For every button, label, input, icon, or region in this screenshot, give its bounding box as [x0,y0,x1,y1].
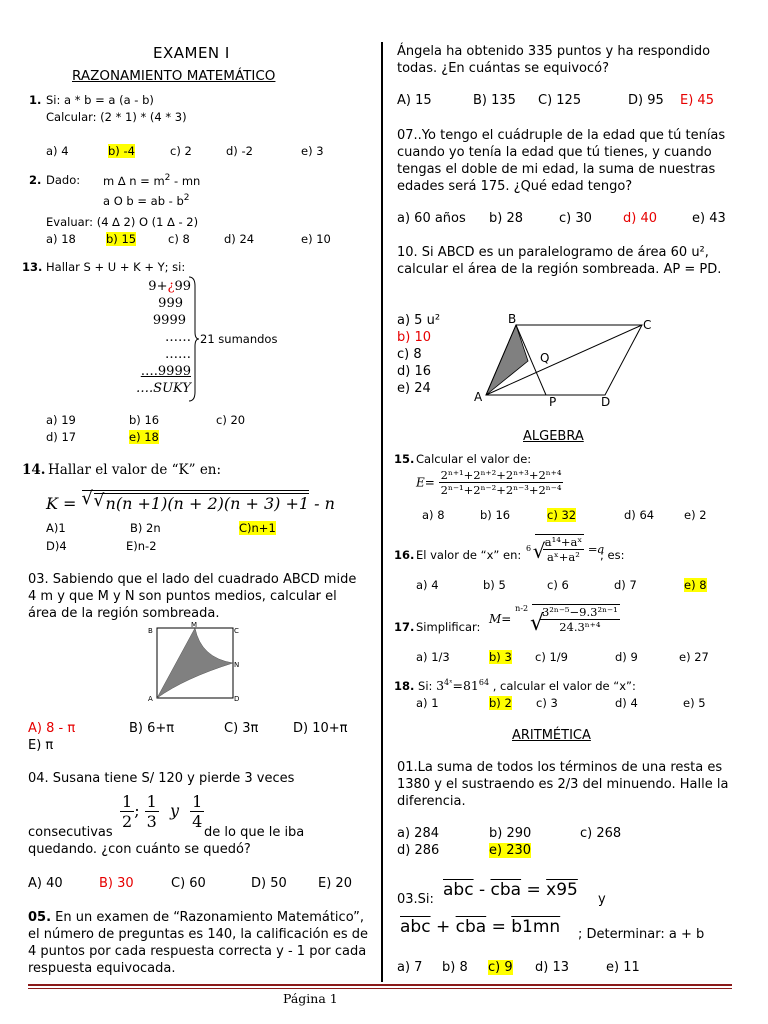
q1-option-b: b) -4 [108,144,135,158]
q2-number: 2. [29,173,42,187]
q03-option-d: D) 10+π [293,721,348,736]
q17-m: M= [489,612,512,626]
q03-label-a: A [148,695,153,703]
q18-tail: , calcular el valor de “x”: [489,679,636,694]
q2-def2-exp: 2 [183,193,190,203]
arit-q03-option-e: e) 11 [606,960,640,975]
q15-option-e: e) 2 [684,508,707,522]
q2-option-d: d) 24 [224,232,255,246]
q15-option-c: c) 32 [547,508,577,522]
q10-option-c: c) 8 [397,347,422,362]
q03-label-c: C [234,627,239,635]
arit-q01-option-c: c) 268 [580,826,622,841]
q03-shaded-region [157,628,233,698]
q1-number: 1. [29,93,42,107]
q10-option-b: b) 10 [397,330,431,345]
q16-equals: =a [587,542,605,556]
q16-option-c: c) 6 [547,578,569,592]
q13-row-1: 9+¿99 [148,279,191,294]
q16-fraction [543,535,584,564]
q17-formula [489,604,620,634]
q18-lhs: 3 [436,678,445,694]
q2-def1-exp: 2 [164,173,171,183]
q05-option-e: E) 45 [680,93,714,108]
q15-formula [416,468,563,497]
arit-q03-tail: ; Determinar: a + b [578,927,705,942]
q03-option-c: C) 3π [224,721,259,736]
q2-def1 [103,173,200,188]
q14-option-e: E)n-2 [126,539,157,553]
q03-label-d: D [234,695,240,703]
page-title: EXAMEN I [153,44,230,62]
q17-stem: Simplificar: [416,620,481,634]
q07-option-b: b) 28 [489,211,523,226]
arit-q03-eq2-cba: $\overline{cba}$ [455,917,487,937]
q04-option-a: A) 40 [28,876,63,891]
q04-line2: quedando. ¿con cuánto se quedó? [28,842,251,857]
q14-options [46,521,366,557]
q15-fraction [439,468,564,497]
q03-options [28,721,368,757]
q1-option-e: e) 3 [301,144,324,158]
arit-q03-eq1-equals: = [521,880,547,900]
algebra-heading: ALGEBRA [523,429,584,444]
q17-radical-sign: √ [529,611,544,636]
q15-option-b: b) 16 [480,508,511,522]
q03-text: 03. Sabiendo que el lado del cuadrado ABCD mide 4 m y que M y N son puntos medios, calcular el área de la región sombreada. [28,572,357,621]
q16-radical-sign: √ [532,539,546,563]
q2-dado: Dado: [46,173,81,187]
q04-line1: 04. Susana tiene S/ 120 y pierde 3 veces [28,771,295,786]
q10-option-d: d) 16 [397,364,431,379]
q07-option-d: d) 40 [623,211,657,226]
q14-stem: Hallar el valor de “K” en: [48,462,222,478]
q03-square-figure [145,622,241,704]
q04-option-d: D) 50 [251,876,287,891]
q10-label-c: C [643,318,652,332]
q04-pre: consecutivas [28,825,113,840]
q17-root-index: n-2 [515,604,529,613]
q13-number: 13. [22,260,43,274]
q04-post: de lo que le iba [204,825,305,840]
q16-numerator: a¹⁴+aˣ [544,535,583,549]
arit-q03-eq2-b1mn: b1mn [511,917,561,937]
q18-line [394,678,636,693]
q04-option-e: E) 20 [318,876,352,891]
q13-option-d: d) 17 [46,430,77,444]
q10-label-b: B [508,313,517,326]
q18-rhs: =81 [452,678,479,694]
q17-option-d: d) 9 [615,650,638,664]
q13-brace [188,276,200,402]
q18-option-d: d) 4 [615,696,638,710]
q13-option-b: b) 16 [129,413,160,427]
q18-number: 18. [394,679,415,694]
q2-def1-base: m ∆ n = m [103,173,165,188]
q03-option-b: B) 6+π [129,721,175,736]
q16-stem: El valor de “x” en: [416,548,522,562]
q07-option-c: c) 30 [559,211,592,226]
q15-option-d: d) 64 [624,508,655,522]
arit-q01-option-d: d) 286 [397,843,440,858]
q10-option-e: e) 24 [397,381,431,396]
q14-option-a: A)1 [46,521,66,535]
q03-option-e: E) π [28,738,54,753]
q14-sqrt-outer-sign: √ [81,488,94,509]
q17-fraction [540,605,620,634]
arit-q03-option-b: b) 8 [442,960,468,975]
q13-row-3: 9999 [152,313,186,328]
q13-row-7: ….SUKY [136,381,191,396]
q15-option-a: a) 8 [422,508,445,522]
arit-q03-option-d: d) 13 [535,960,569,975]
q1-option-d: d) -2 [226,144,253,158]
q15-numerator: 2ⁿ⁺¹+2ⁿ⁺²+2ⁿ⁺³+2ⁿ⁺⁴ [440,468,562,482]
q18-option-a: a) 1 [416,696,439,710]
q16-number: 16. [394,548,415,562]
q10-parallelogram-figure [470,313,660,409]
arit-q01-option-b: b) 290 [489,826,532,841]
q03-option-a: A) 8 - π [28,721,76,736]
q03-label-m: M [191,622,198,629]
q14-option-c: C)n+1 [239,521,276,535]
q04-frac-third: $\frac{1}{3}$ [146,792,157,831]
q18-si: Si: [418,679,433,694]
q14-formula-inner: n(n +1)(n + 2)(n + 3) +1 [105,494,310,513]
q16-root-index: 6 [526,544,532,553]
q04-frac-half: $\frac{1}{2}$ [122,792,133,831]
arit-q03-eq1-minus: - [473,880,491,900]
q05-continued: Ángela ha obtenido 335 puntos y ha respondido todas. ¿En cuántas se equivocó? [397,44,711,76]
q13-row-5: …… [165,347,191,362]
arit-q03-option-c: c) 9 [488,960,513,975]
aritmetica-heading: ARITMÉTICA [512,728,591,743]
q1-line2: Calcular: (2 * 1) * (4 * 3) [46,110,187,124]
arit-q01-option-a: a) 284 [397,826,439,841]
q14-formula-k: K = [46,494,77,513]
q10-option-a: a) 5 u² [397,313,441,328]
q18-rhs-exp: 64 [478,678,490,687]
q18-option-e: e) 5 [683,696,706,710]
arit-q03-eq2-equals: = [486,917,512,937]
q14-number: 14. [22,462,46,478]
arit-q03-eq2 [400,917,560,937]
q16-option-b: b) 5 [483,578,506,592]
q14-sqrt-outer [82,490,310,513]
q2-def2 [103,193,190,208]
q14-sqrt-inner-sign: √ [93,491,105,511]
q13-stem: Hallar S + U + K + Y; si: [46,260,186,274]
q17-option-e: e) 27 [679,650,709,664]
q16-formula [526,534,604,564]
q10-text: 10. Si ABCD es un paralelogramo de área 60 u², calcular el área de la región sombreada. AP = PD. [397,245,722,277]
q16-option-e: e) 8 [684,578,707,592]
q2-def1-tail: - mn [170,173,201,188]
arit-q03-y: y [598,892,606,907]
q17-option-c: c) 1/9 [535,650,568,664]
arit-q03-eq2-abc: $\overline{abc}$ [400,917,431,937]
q05-text [28,909,370,977]
q18-equation [436,678,489,693]
q04-frac-quarter: $\frac{1}{4}$ [192,792,203,831]
q2-option-c: c) 8 [168,232,190,246]
q14-formula-tail: - n [314,494,335,513]
arit-q03-eq1-cba: $\overline{cba}$ [490,880,522,900]
q17-radical [529,604,620,636]
q10-label-q: Q [540,351,550,365]
arit-q03-eq1 [443,880,578,900]
q05-option-b: B) 135 [473,93,516,108]
arit-q01-text: 01.La suma de todos los términos de una resta es 1380 y el sustraendo es 2/3 del minuendo. Halle la diferencia. [397,760,729,809]
q17-option-a: a) 1/3 [416,650,450,664]
q1-option-c: c) 2 [170,144,192,158]
page-subtitle: RAZONAMIENTO MATEMÁTICO [72,68,276,84]
arit-q03-option-a: a) 7 [397,960,423,975]
q14-option-b: B) 2n [130,521,161,535]
q18-option-b: b) 2 [489,696,512,710]
q03-label-b: B [148,627,153,635]
q05-option-d: D) 95 [628,93,664,108]
column-divider [381,42,383,982]
q1-option-a: a) 4 [46,144,69,158]
q16-tail: ; es: [600,548,625,562]
q04-option-b: B) 30 [99,876,134,891]
q10-label-a: A [474,390,483,404]
q13-sum-rows [133,278,191,397]
q10-shaded-triangle [486,325,528,395]
q03-label-n: N [234,661,240,669]
arit-q01-options [397,826,737,862]
arit-q01-option-e: e) 230 [489,843,532,858]
q17-denominator: 24.3ⁿ⁺⁴ [559,620,601,634]
q05-body: En un examen de “Razonamiento Matemático”, el número de preguntas es 140, la calificación es de 4 puntos por cada respuesta correcta y - 1 por cada respuesta equivocada. [28,910,368,976]
q13-option-c: c) 20 [216,413,246,427]
q13-row-4: …… [165,330,191,345]
q18-lhs-exp: 4ˣ [444,678,453,687]
q15-stem: Calcular el valor de: [416,452,532,466]
q2-evaluar: Evaluar: (4 ∆ 2) O (1 ∆ - 2) [46,215,199,229]
q18-option-c: c) 3 [536,696,558,710]
q16-option-a: a) 4 [416,578,439,592]
arit-q03-eq2-plus: + [430,917,456,937]
arit-q03-eq1-abc: $\overline{abc}$ [443,880,474,900]
q16-denominator: aˣ+a² [547,550,580,564]
q14-option-d: D)4 [46,539,67,553]
footer-line-thin [28,988,732,989]
q10-label-d: D [601,395,611,409]
q04-option-c: C) 60 [171,876,206,891]
q04-y: y [169,801,179,820]
q1-line1: Si: a * b = a (a - b) [46,93,154,107]
footer-line-thick [28,984,732,986]
q17-number: 17. [394,620,415,634]
q14-formula [46,490,335,518]
q15-e: E= [416,475,435,490]
arit-q03-eq1-x95: x95 [546,880,578,900]
q13-brace-label: 21 sumandos [200,332,278,346]
q2-def2-base: a O b = ab - b [103,193,184,208]
q07-text: 07..Yo tengo el cuádruple de la edad que tú tenías cuando yo tenía la edad que tú tienes, y cuando tengas el doble de mi edad, la suma de nuestras edades será 175. ¿Qué edad tengo? [397,128,726,194]
q2-option-a: a) 18 [46,232,76,246]
q13-row-2: 999 [158,296,183,311]
q17-option-b: b) 3 [489,650,512,664]
q04-fractions: $\frac{1}{2}$ ; $\frac{1}{3}$ y $\frac{1}{4}$ [122,792,203,831]
q15-number: 15. [394,452,415,466]
q13-options [46,413,366,449]
q10-options [397,312,440,397]
q07-option-e: e) 43 [692,211,726,226]
q05-option-a: A) 15 [397,93,432,108]
q13-option-a: a) 19 [46,413,76,427]
q05-number: 05. [28,910,52,925]
q14-sqrt-inner [94,493,310,513]
q17-numerator: 3²ⁿ⁻⁵−9.3²ⁿ⁻¹ [541,605,618,619]
q2-option-b: b) 15 [106,232,137,246]
q2-option-e: e) 10 [301,232,331,246]
q13-option-e: e) 18 [129,430,159,444]
q16-option-d: d) 7 [614,578,637,592]
arit-q03-si: 03.Si: [397,892,434,907]
q07-option-a: a) 60 años [397,211,466,226]
q13-row-6: ….9999 [140,364,191,379]
q15-denominator: 2ⁿ⁻¹+2ⁿ⁻²+2ⁿ⁻³+2ⁿ⁻⁴ [440,483,562,497]
q16-radical [532,534,584,564]
q05-option-c: C) 125 [538,93,582,108]
page-number: Página 1 [283,991,338,1006]
q10-label-p: P [549,395,557,409]
